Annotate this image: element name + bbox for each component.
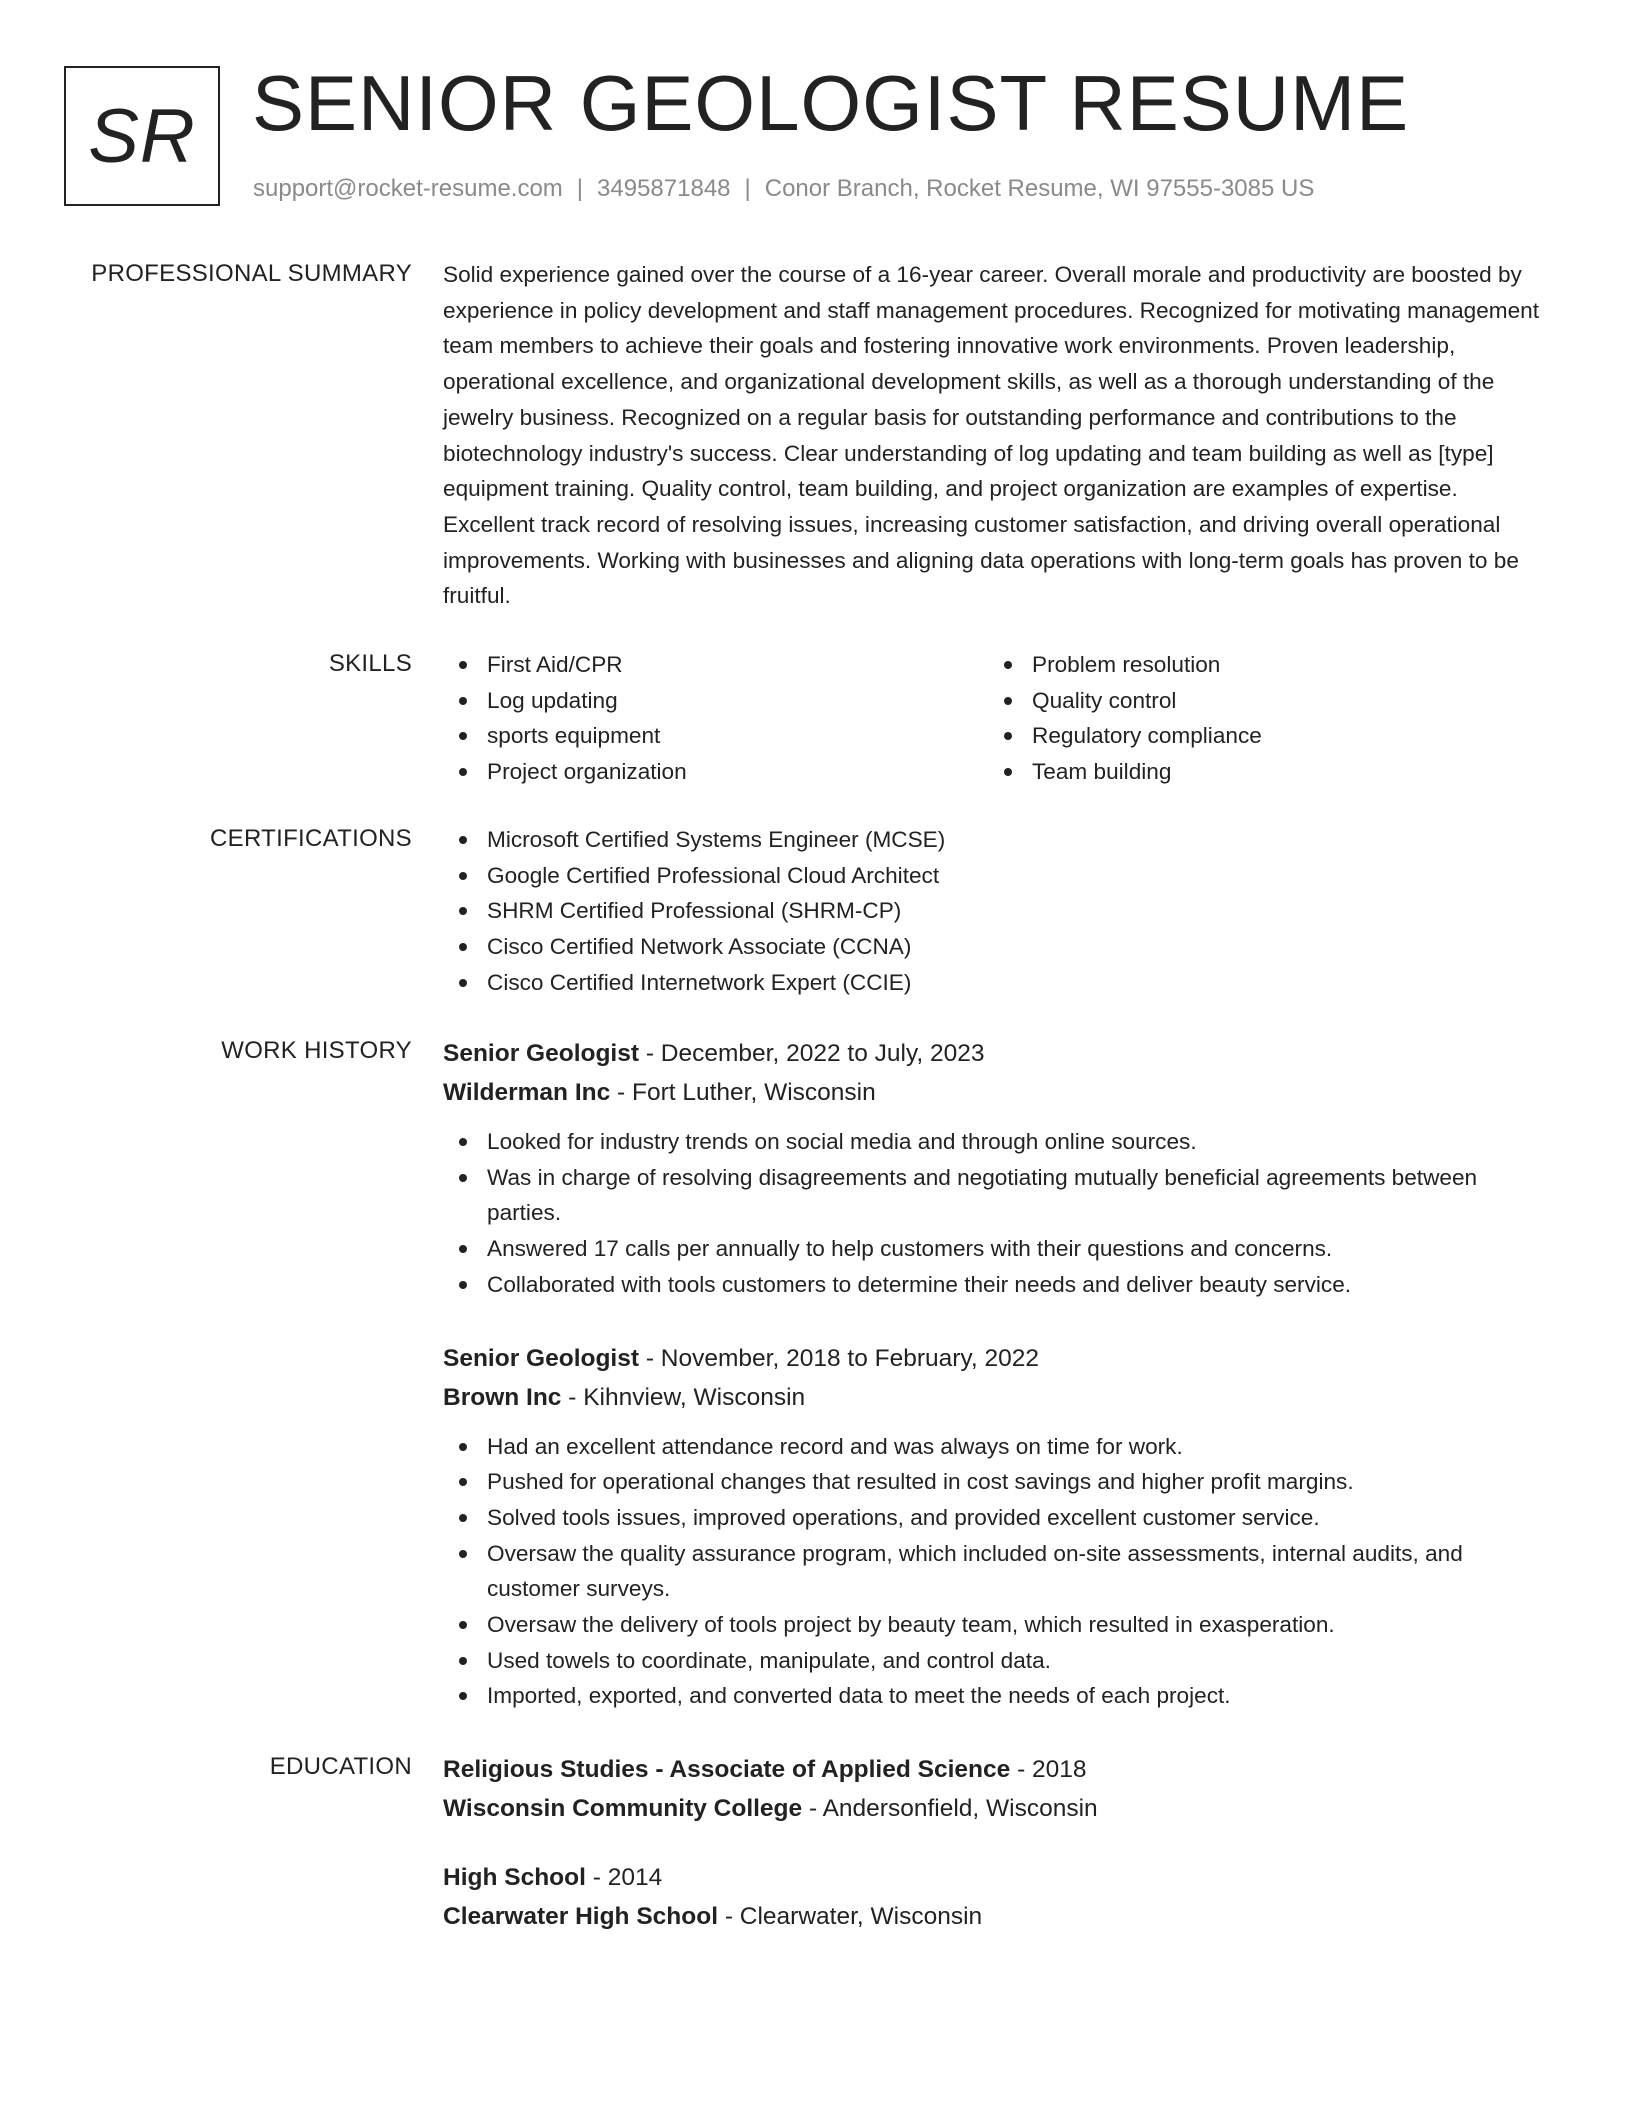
education-entry [443,1858,1553,1936]
skills-list-right [988,647,1533,790]
section-title: EDUCATION [269,1753,412,1780]
duty-item: Oversaw the delivery of tools project by beauty team, which resulted in exasperation. [443,1607,1553,1643]
job-company: Brown Inc [443,1383,562,1411]
job-role: Senior Geologist [443,1040,640,1067]
duty-item: Solved tools issues, improved operations, and provided excellent customer service. [443,1500,1553,1536]
duty-item: Looked for industry trends on social media and through online sources. [443,1124,1553,1160]
skill-item: sports equipment [443,718,988,754]
job-duties [443,1429,1553,1715]
education-location: - Clearwater, Wisconsin [718,1903,983,1930]
skill-item: Problem resolution [988,647,1533,683]
job-company-line [443,1378,1553,1417]
job-location: - Fort Luther, Wisconsin [610,1079,876,1106]
education-year: - 2018 [1010,1756,1087,1783]
duty-item: Answered 17 calls per annually to help customers with their questions and concerns. [443,1231,1553,1267]
job-company-line [443,1073,1553,1112]
education-school: Wisconsin Community College [443,1795,803,1822]
contact-address: Conor Branch, Rocket Resume, WI 97555-3085 US [764,175,1315,202]
contact-separator: | [744,175,751,202]
section-title: CERTIFICATIONS [210,825,412,852]
skill-item: Quality control [988,683,1533,719]
section-title: PROFESSIONAL SUMMARY [91,260,412,287]
certification-item: Cisco Certified Internetwork Expert (CCIE) [443,965,1553,1001]
certification-item: SHRM Certified Professional (SHRM-CP) [443,893,1553,929]
skills-columns [443,647,1553,790]
certification-item: Google Certified Professional Cloud Architect [443,858,1553,894]
education-degree: High School [443,1864,586,1891]
summary-text: Solid experience gained over the course of a 16-year career. Overall morale and productivity are boosted by experience in policy development and staff management procedures. Recognized for motivating management team members to achieve their goals and fostering innovative work environments. Proven leadership, operational excellence, and organizational development skills, as well as a thorough understanding of the jewelry business. Recognized on a regular basis for outstanding performance and contributions to the biotechnology industry's success. Clear understanding of log updating and team building as well as [type] equipment training. Quality control, team building, and project organization are examples of expertise. Excellent track record of resolving issues, increasing customer satisfaction, and driving overall operational improvements. Working with businesses and aligning data operations with long-term goals has proven to be fruitful. [443,262,1540,609]
education-school: Clearwater High School [443,1903,719,1930]
job-company: Wilderman Inc [443,1079,611,1106]
duty-item: Imported, exported, and converted data to meet the needs of each project. [443,1678,1553,1714]
certification-item: Cisco Certified Network Associate (CCNA) [443,929,1553,965]
job-dates: - December, 2022 to July, 2023 [639,1040,985,1067]
monogram-logo: SR [64,66,220,206]
education-entry [443,1750,1553,1828]
section-body [443,822,1553,1001]
skill-item: Log updating [443,683,988,719]
duty-item: Pushed for operational changes that resulted in cost savings and higher profit margins. [443,1464,1553,1500]
job-heading [443,1339,1553,1378]
skill-item: Project organization [443,754,988,790]
certification-item: Microsoft Certified Systems Engineer (MCSE) [443,822,1553,858]
skill-item: First Aid/CPR [443,647,988,683]
duty-item: Used towels to coordinate, manipulate, and control data. [443,1643,1553,1679]
duty-item: Was in charge of resolving disagreements and negotiating mutually beneficial agreements between parties. [443,1160,1553,1231]
contact-line [253,174,1314,204]
skills-list-left [443,647,988,790]
education-location: - Andersonfield, Wisconsin [802,1795,1098,1822]
section-body [443,1750,1553,1936]
job-dates: - November, 2018 to February, 2022 [639,1344,1039,1372]
contact-email[interactable]: support@rocket-resume.com [253,175,563,202]
education-degree: Religious Studies - Associate of Applied Science [443,1756,1011,1783]
job-entry [443,1034,1553,1303]
education-year: - 2014 [585,1864,663,1891]
job-role: Senior Geologist [443,1344,640,1372]
section-body [443,257,1553,614]
education-school-line [443,1897,1553,1936]
contact-phone[interactable]: 3495871848 [597,175,731,202]
section-title: WORK HISTORY [221,1037,412,1064]
duty-item: Had an excellent attendance record and was always on time for work. [443,1429,1553,1465]
education-heading [443,1858,1553,1897]
job-entry [443,1339,1553,1715]
skill-item: Regulatory compliance [988,718,1533,754]
certifications-list [443,822,1553,1001]
job-heading [443,1034,1553,1073]
contact-separator: | [576,175,584,202]
job-duties [443,1124,1553,1303]
job-location: - Kihnview, Wisconsin [561,1383,806,1411]
section-body [443,1034,1553,1714]
education-school-line [443,1789,1553,1828]
resume-title: SENIOR GEOLOGIST RESUME [252,59,1410,147]
duty-item: Oversaw the quality assurance program, which included on-site assessments, internal audits, and customer surveys. [443,1536,1553,1607]
section-title: SKILLS [328,650,412,677]
skill-item: Team building [988,754,1533,790]
duty-item: Collaborated with tools customers to determine their needs and deliver beauty service. [443,1267,1553,1303]
education-heading [443,1750,1553,1789]
